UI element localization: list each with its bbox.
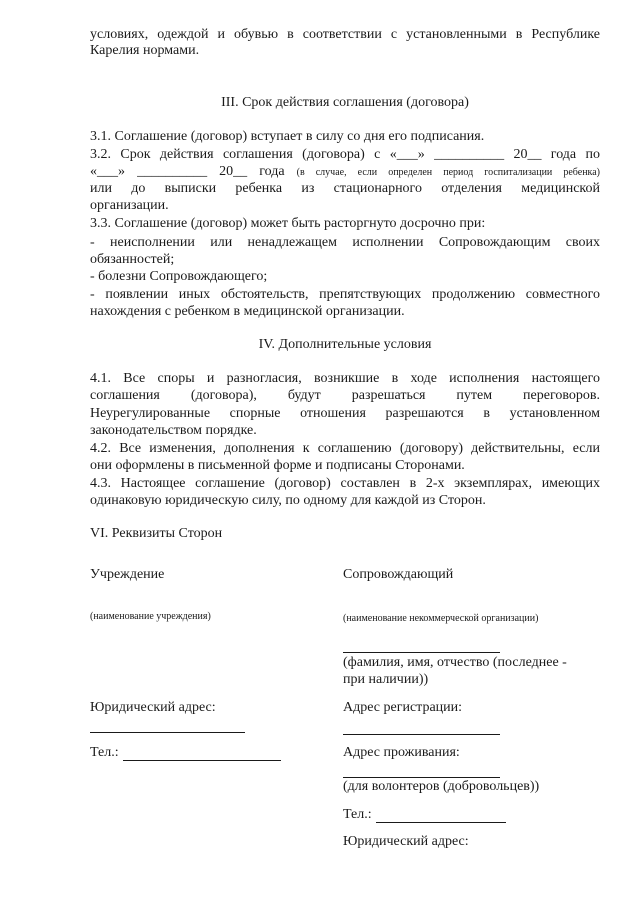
list-item: обязанностей;: [90, 252, 175, 267]
companion-title: Сопровождающий: [343, 567, 454, 582]
section-heading-4: IV. Дополнительные условия: [258, 337, 432, 352]
residence-address-line: [343, 777, 500, 778]
list-item: нахождения с ребенком в медицинской организации.: [90, 304, 405, 319]
clause-3-2-line: 3.2. Срок действия соглашения (договора) с «___» __________ 20__ года по: [90, 147, 600, 162]
institution-legal-address-label: Юридический адрес:: [90, 700, 216, 715]
list-item: - появлении иных обстоятельств, препятствующих продолжению совместного: [90, 287, 600, 302]
volunteers-caption: (для волонтеров (добровольцев)): [343, 779, 540, 794]
fio-caption: при наличии)): [343, 672, 429, 687]
institution-title: Учреждение: [90, 567, 165, 582]
list-item: - неисполнении или ненадлежащем исполнении Сопровождающим своих: [90, 235, 600, 250]
clause-4-3: 4.3. Настоящее соглашение (договор) составлен в 2-х экземплярах, имеющих: [90, 476, 600, 491]
companion-legal-address-label: Юридический адрес:: [343, 834, 469, 849]
clause-4-3: одинаковую юридическую силу, по одному для каждой из Сторон.: [90, 493, 486, 508]
hospitalization-note: (в случае, если определен период госпитализации ребенка): [296, 167, 601, 178]
paragraph-line: Карелия нормами.: [90, 43, 200, 58]
companion-phone-line: [376, 822, 506, 823]
companion-name-caption: (наименование некоммерческой организации): [343, 613, 539, 624]
clause-4-1: законодательством порядке.: [90, 423, 257, 438]
residence-address-label: Адрес проживания:: [343, 745, 460, 760]
legal-address-line: [90, 732, 245, 733]
clause-4-2: они оформлены в письменной форме и подписаны Сторонами.: [90, 458, 465, 473]
clause-4-1: Неурегулированные спорные отношения разрешаются в установленном: [90, 406, 600, 421]
section-heading-6: VI. Реквизиты Сторон: [90, 526, 223, 541]
clause-3-2-line: или до выписки ребенка из стационарного отделения медицинской: [90, 181, 600, 196]
registration-address-label: Адрес регистрации:: [343, 700, 463, 715]
registration-address-line: [343, 734, 500, 735]
fio-caption: (фамилия, имя, отчество (последнее -: [343, 655, 567, 670]
paragraph-line: условиях, одеждой и обувью в соответствии с установленными в Республике: [90, 27, 600, 42]
clause-3-1: 3.1. Соглашение (договор) вступает в силу со дня его подписания.: [90, 129, 485, 144]
period-dates: «___» __________ 20__ года: [90, 164, 285, 179]
institution-name-caption: (наименование учреждения): [90, 611, 211, 622]
section-heading-3: III. Срок действия соглашения (договора): [221, 95, 469, 110]
clause-3-2-line: организации.: [90, 198, 169, 213]
clause-3-2-line: [90, 164, 600, 180]
clause-4-2: 4.2. Все изменения, дополнения к соглашению (договору) действительны, если: [90, 441, 600, 456]
clause-4-1: 4.1. Все споры и разногласия, возникшие в ходе исполнения настоящего: [90, 371, 600, 386]
phone-line: [123, 760, 281, 761]
fio-line: [343, 652, 500, 653]
clause-3-3: 3.3. Соглашение (договор) может быть расторгнуто досрочно при:: [90, 216, 486, 231]
clause-4-1: соглашения (договора), будут разрешаться путем переговоров.: [90, 388, 600, 403]
companion-phone-label: Тел.:: [343, 807, 372, 822]
list-item: - болезни Сопровождающего;: [90, 269, 268, 284]
institution-phone-label: Тел.:: [90, 745, 119, 760]
